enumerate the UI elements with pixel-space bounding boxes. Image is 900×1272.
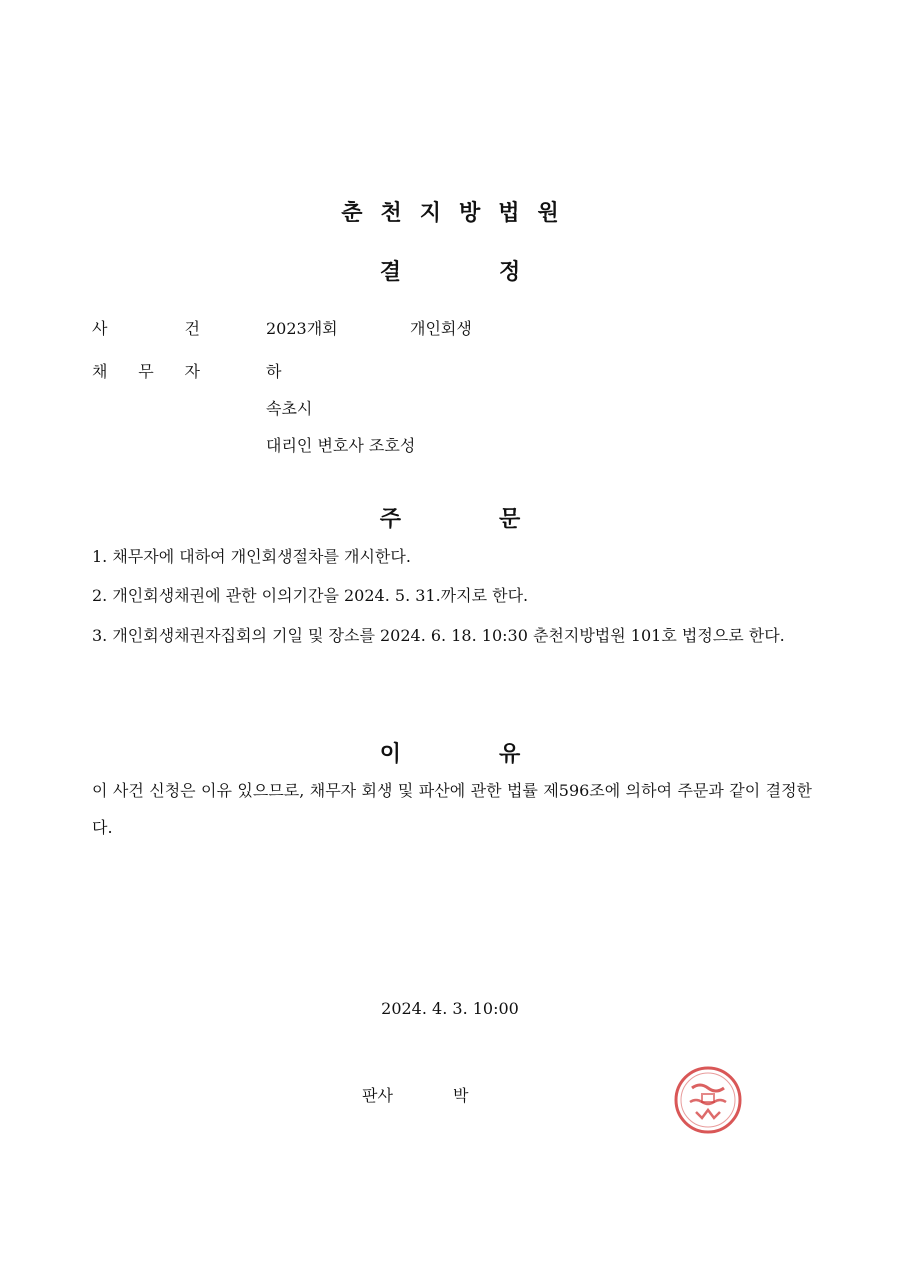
order-heading-left: 주 xyxy=(379,507,401,532)
debtor-label xyxy=(92,359,200,382)
debtor-label-char-3: 자 xyxy=(184,362,200,381)
case-label xyxy=(92,316,200,339)
decision-date: 2024. 4. 3. 10:00 xyxy=(381,999,519,1018)
case-number: 2023개회 xyxy=(266,319,338,338)
order-heading xyxy=(0,502,900,533)
debtor-address: 속초시 xyxy=(266,399,313,418)
order-item-3: 3. 개인회생채권자집회의 기일 및 장소를 2024. 6. 18. 10:30 춘천지방법원 101호 법정으로 한다. xyxy=(92,626,785,645)
reason-heading-left: 이 xyxy=(379,742,401,767)
court-name: 춘천지방법원 xyxy=(341,201,577,226)
judge-name: 박 xyxy=(453,1086,469,1105)
debtor-name: 하 xyxy=(266,362,282,381)
order-item-2: 2. 개인회생채권에 관한 이의기간을 2024. 5. 31.까지로 한다. xyxy=(92,586,529,605)
case-type: 개인회생 xyxy=(410,319,472,338)
case-label-char-2: 건 xyxy=(184,319,200,338)
document-title xyxy=(0,255,900,286)
court-seal-icon xyxy=(672,1064,744,1136)
reason-text: 이 사건 신청은 이유 있으므로, 채무자 회생 및 파산에 관한 법률 제596조에 의하여 주문과 같이 결정한다. xyxy=(92,781,812,837)
debtor-label-char-2: 무 xyxy=(138,362,154,381)
document-title-left: 결 xyxy=(379,260,401,285)
judge-title: 판사 xyxy=(362,1086,393,1105)
order-item-1: 1. 채무자에 대하여 개인회생절차를 개시한다. xyxy=(92,547,411,566)
reason-heading xyxy=(0,737,900,768)
document-title-right: 정 xyxy=(499,260,521,285)
case-label-char-1: 사 xyxy=(92,319,108,338)
reason-heading-right: 유 xyxy=(499,742,521,767)
debtor-agent: 대리인 변호사 조호성 xyxy=(266,436,416,455)
order-heading-right: 문 xyxy=(499,507,521,532)
debtor-label-char-1: 채 xyxy=(92,362,108,381)
